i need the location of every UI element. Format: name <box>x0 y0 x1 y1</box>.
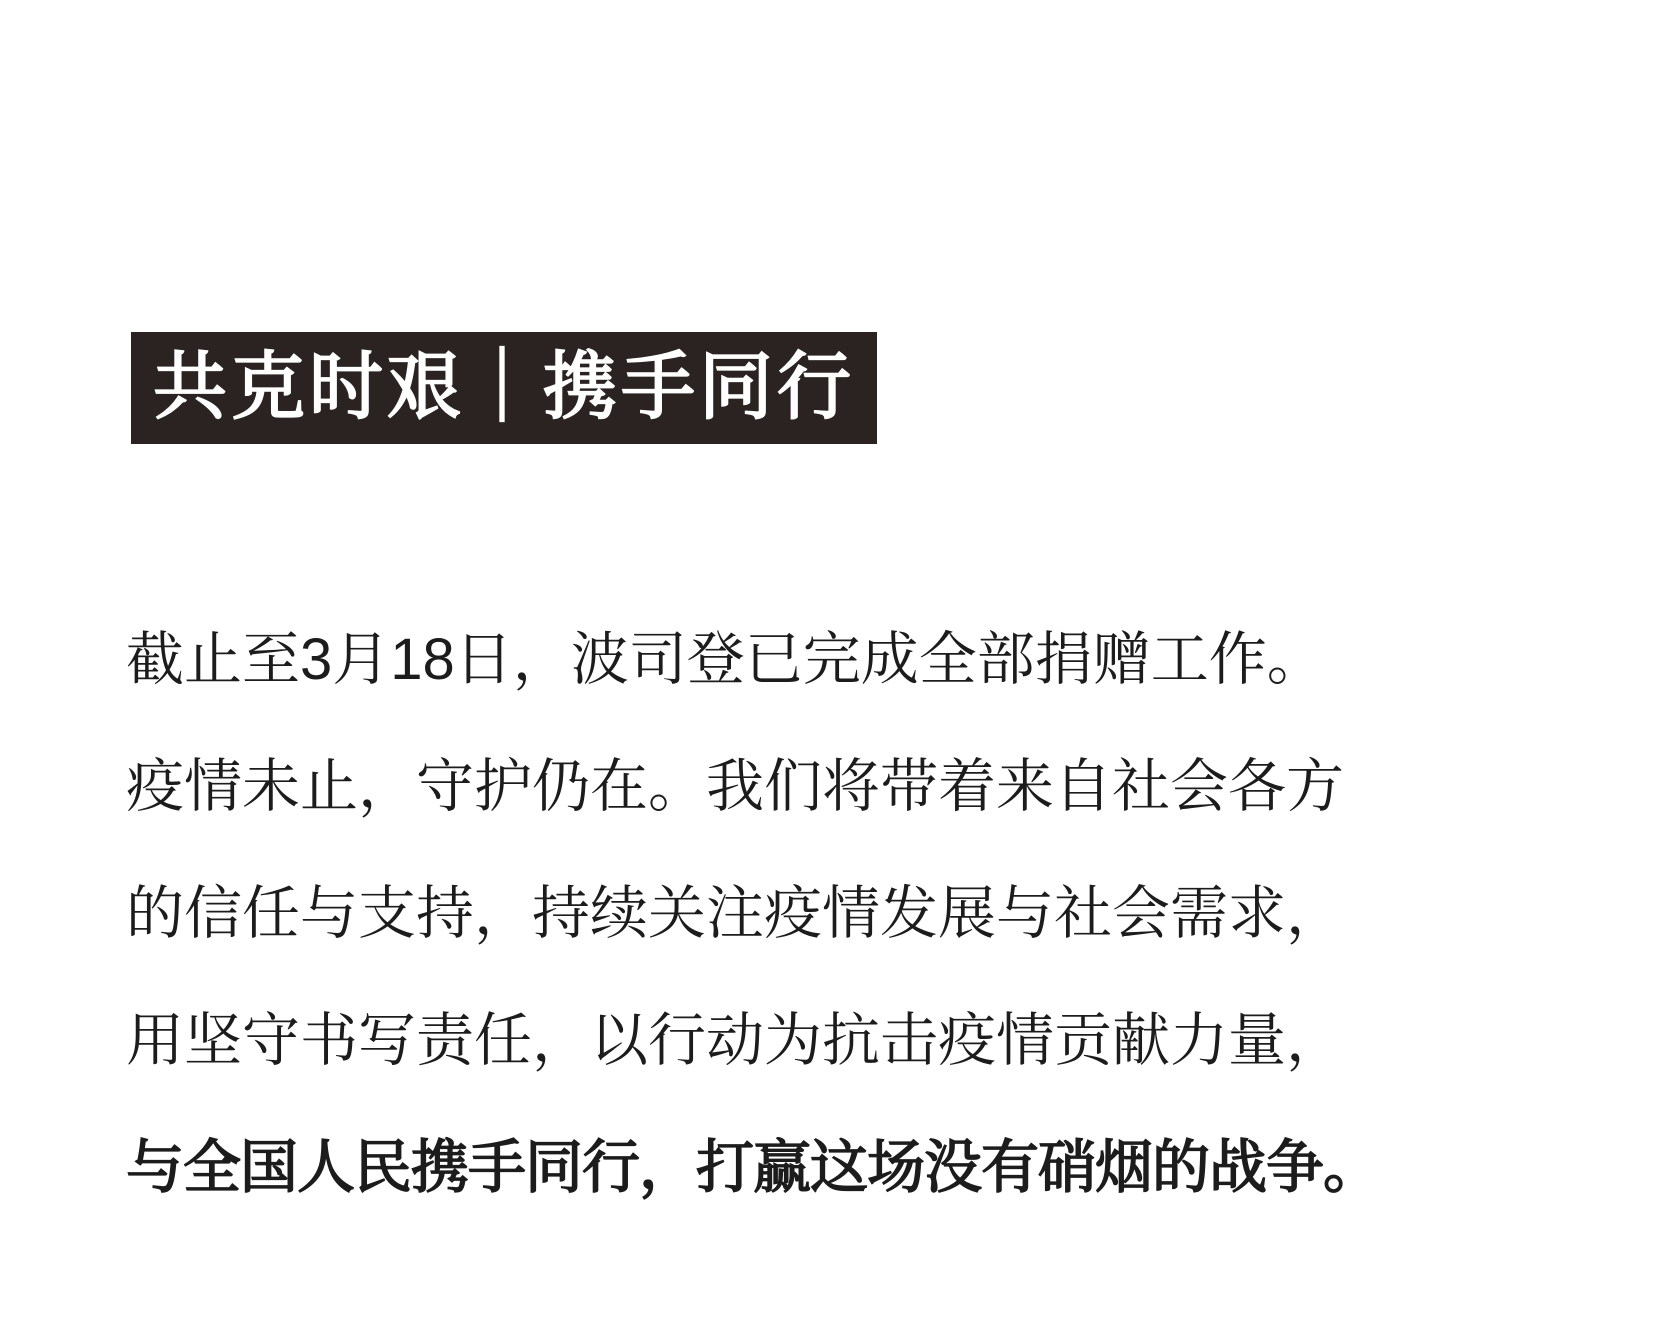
body-line-5: 与全国人民携手同行，打赢这场没有硝烟的战争。 <box>126 1135 1381 1200</box>
body-line-4: 用坚守书写责任，以行动为抗击疫情贡献力量， <box>126 1008 1345 1073</box>
body-line-2: 疫情未止，守护仍在。我们将带着来自社会各方 <box>126 754 1345 819</box>
body-line-3: 的信任与支持，持续关注疫情发展与社会需求， <box>126 881 1345 946</box>
body-paragraph <box>126 596 1546 1231</box>
headline-banner <box>131 332 877 444</box>
headline-text: 共克时艰｜携手同行 <box>131 332 877 444</box>
body-line-1: 截止至3月18日，波司登已完成全部捐赠工作。 <box>126 627 1325 692</box>
